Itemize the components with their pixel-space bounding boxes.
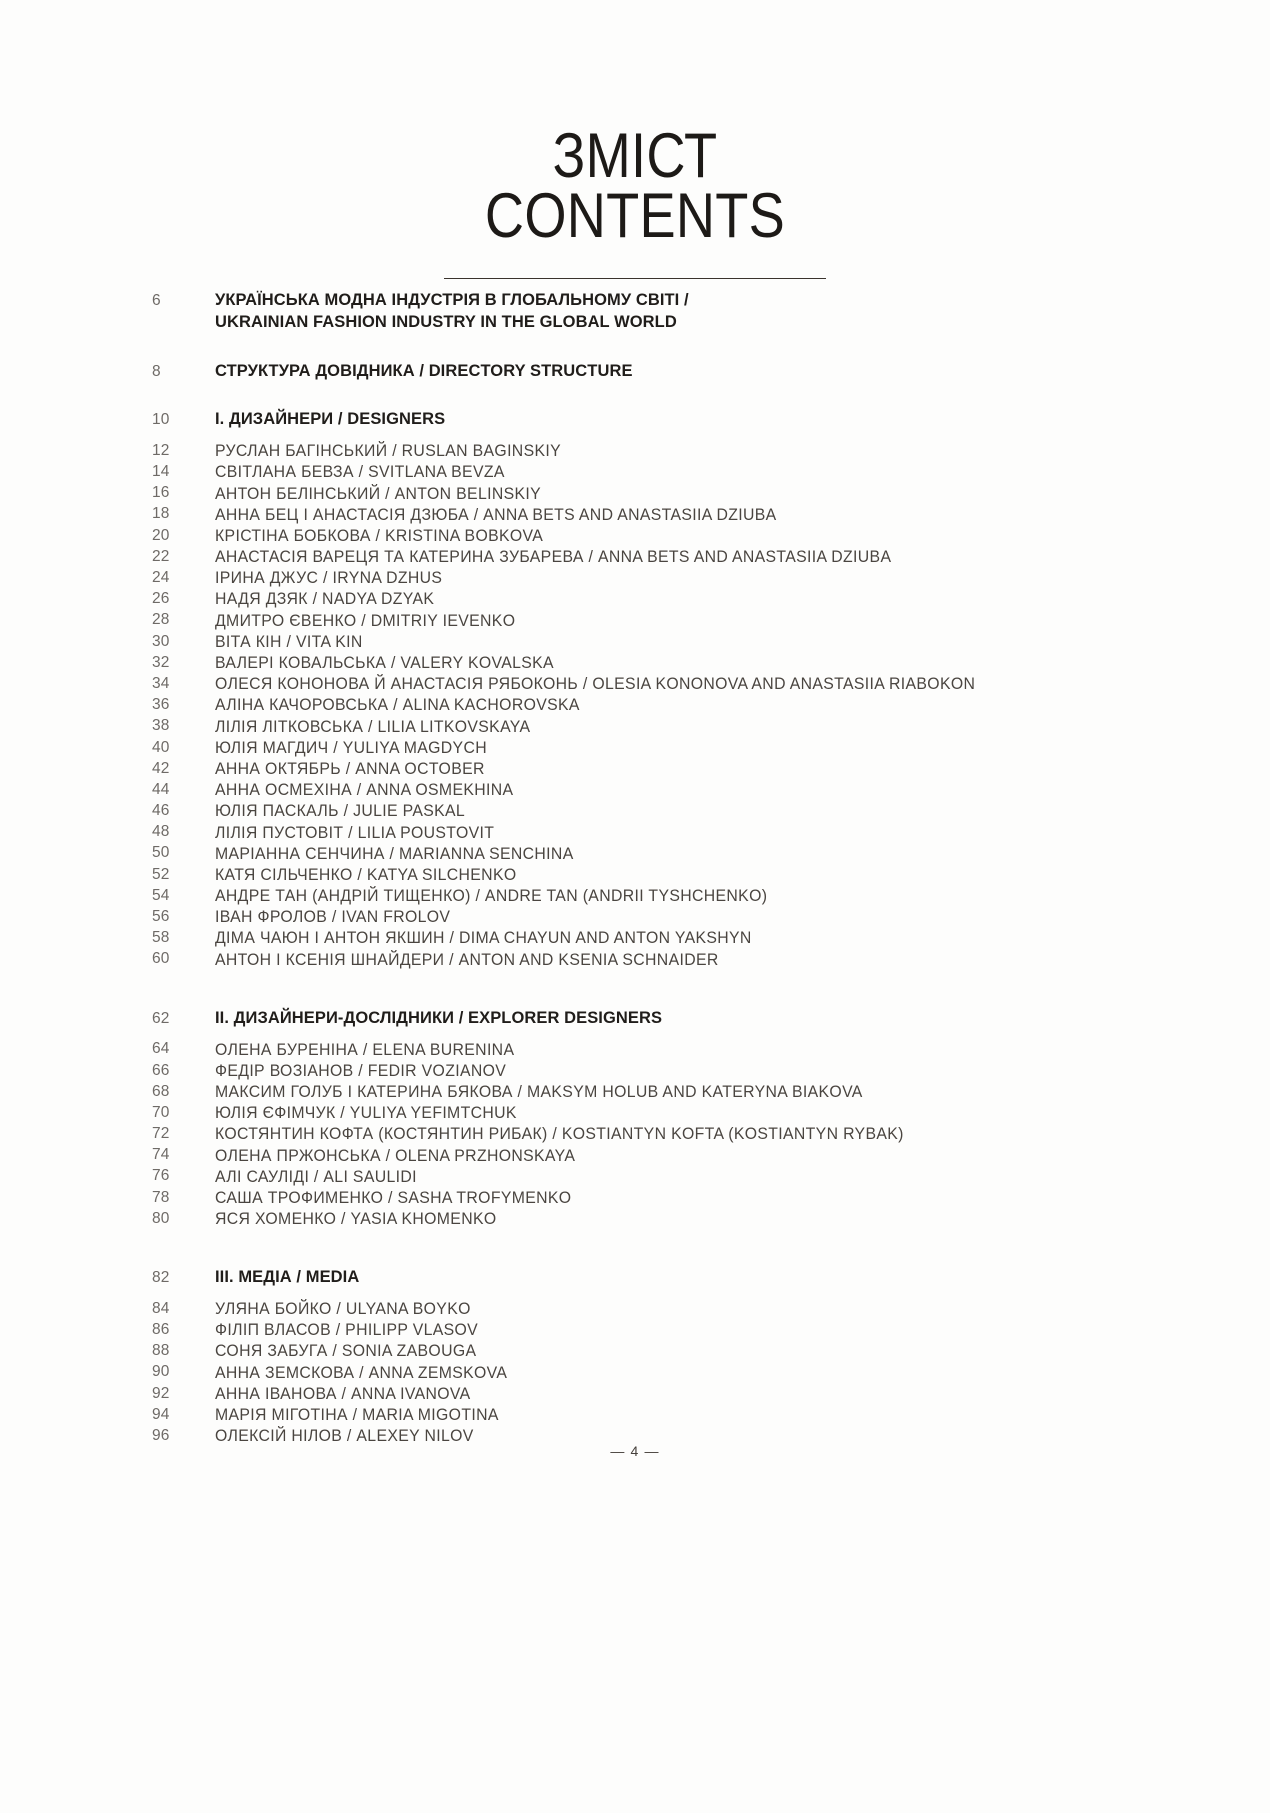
toc-page-number: 88 — [152, 1342, 170, 1360]
toc-entry-label[interactable]: АЛІ САУЛІДІ / ALI SAULIDI — [215, 1166, 417, 1186]
section-spacer — [152, 1229, 1152, 1267]
toc-page-number: 86 — [152, 1321, 170, 1338]
heading-entries-spacer — [152, 1289, 1152, 1298]
toc-entry-label[interactable]: МАКСИМ ГОЛУБ І КАТЕРИНА БЯКОВА / MAKSYM HOLUB AND KATERYNA BIAKOVA — [215, 1081, 863, 1101]
toc-heading-label[interactable] — [215, 1267, 1152, 1289]
toc-entry-row[interactable] — [152, 1102, 1152, 1123]
toc-page-number: 74 — [152, 1146, 170, 1164]
toc-entry-label[interactable]: ЯСЯ ХОМЕНКО / YASIA KHOMENKO — [215, 1209, 497, 1229]
toc-entry-label[interactable]: ІРИНА ДЖУС / IRYNA DZHUS — [215, 568, 443, 588]
toc-page-number: 30 — [152, 632, 170, 650]
toc-page-number: 18 — [152, 505, 170, 523]
section-spacer — [152, 970, 1152, 1008]
toc-entry-label[interactable]: УЛЯНА БОЙКО / ULYANA BOYKO — [215, 1299, 471, 1319]
toc-page-number: 12 — [152, 441, 170, 459]
toc-entry-label[interactable]: ЮЛІЯ ЄФІМЧУК / YULIYA YEFIMTCHUK — [215, 1103, 517, 1123]
toc-entry-row[interactable] — [152, 504, 1152, 525]
toc-entry-row[interactable] — [152, 525, 1152, 546]
toc-entry-row[interactable] — [152, 800, 1152, 821]
toc-entry-label[interactable]: ОЛЕНА БУРЕНІНА / ELENA BURENINA — [215, 1039, 515, 1059]
toc-heading-label[interactable] — [215, 361, 1152, 383]
toc-entry-row[interactable] — [152, 1187, 1152, 1208]
toc-page-number: 70 — [152, 1103, 170, 1121]
toc-entry-row[interactable] — [152, 737, 1152, 758]
toc-heading-label[interactable] — [215, 290, 1152, 334]
toc-entry-row[interactable] — [152, 779, 1152, 800]
toc-heading-row[interactable] — [152, 361, 1152, 383]
toc-page-number: 28 — [152, 611, 170, 629]
toc-page-number: 76 — [152, 1167, 170, 1185]
toc-entry-label[interactable]: ЛІЛІЯ ПУСТОВІТ / LILIA POUSTOVIT — [215, 822, 495, 842]
toc-heading-label[interactable] — [215, 1008, 1152, 1030]
toc-entry-label[interactable]: ЮЛІЯ ПАСКАЛЬ / JULIE PASKAL — [215, 801, 466, 821]
toc-heading-line-1: УКРАЇНСЬКА МОДНА ІНДУСТРІЯ В ГЛОБАЛЬНОМУ СВІТІ / — [215, 291, 689, 309]
toc-page-number: 40 — [152, 738, 170, 756]
toc-entry-label[interactable]: АННА ЗЕМСКОВА / ANNA ZEMSKOVA — [215, 1362, 508, 1382]
toc-entry-label[interactable]: АННА БЕЦ І АНАСТАСІЯ ДЗЮБА / ANNA BETS AND ANASTASIIA DZIUBA — [215, 504, 777, 524]
toc-entry-row[interactable] — [152, 694, 1152, 715]
toc-section-media — [152, 1267, 1152, 1446]
toc-page-number: 80 — [152, 1209, 170, 1227]
toc-entry-row[interactable] — [152, 652, 1152, 673]
toc-entry-row[interactable] — [152, 1123, 1152, 1144]
toc-entry-label[interactable]: АНАСТАСІЯ ВАРЕЦЯ ТА КАТЕРИНА ЗУБАРЕВА / ANNA BETS AND ANASTASIIA DZIUBA — [215, 547, 892, 567]
section-spacer — [152, 334, 1152, 361]
toc-entry-row[interactable] — [152, 1208, 1152, 1229]
toc-heading-row[interactable] — [152, 409, 1152, 431]
toc-entry-label[interactable]: ЮЛІЯ МАГДИЧ / YULIYA MAGDYCH — [215, 737, 487, 757]
toc-entry-row[interactable] — [152, 906, 1152, 927]
toc-entry-label[interactable]: КОСТЯНТИН КОФТА (КОСТЯНТИН РИБАК) / KOSTIANTYN KOFTA (KOSTIANTYN RYBAK) — [215, 1124, 904, 1144]
toc-entry-row[interactable] — [152, 927, 1152, 948]
toc-heading-row[interactable] — [152, 1008, 1152, 1030]
toc-page-number: 84 — [152, 1299, 170, 1317]
toc-heading-label[interactable] — [215, 409, 1152, 431]
toc-entry-row[interactable] — [152, 949, 1152, 970]
toc-entry-row[interactable] — [152, 631, 1152, 652]
toc-entry-row[interactable] — [152, 821, 1152, 842]
heading-entries-spacer — [152, 1030, 1152, 1039]
toc-entry-label[interactable]: ОЛЕСЯ КОНОНОВА Й АНАСТАСІЯ РЯБОКОНЬ / OLESIA KONONOVA AND ANASTASIIA RIABOKON — [215, 674, 976, 694]
toc-entry-row[interactable] — [152, 864, 1152, 885]
toc-entry-label[interactable]: АЛІНА КАЧОРОВСЬКА / ALINA KACHOROVSKA — [215, 695, 580, 715]
toc-heading-line-1: III. МЕДІА / MEDIA — [215, 1268, 360, 1287]
toc-page-number: 62 — [152, 1009, 170, 1027]
toc-heading-line-1: СТРУКТУРА ДОВІДНИКА / DIRECTORY STRUCTURE — [215, 361, 633, 380]
toc-entry-row[interactable] — [152, 610, 1152, 631]
toc-page-number: 94 — [152, 1405, 170, 1423]
toc-entry-row[interactable] — [152, 716, 1152, 737]
toc-entry-label[interactable]: АННА ОСМЕХІНА / ANNA OSMEKHINA — [215, 780, 514, 800]
toc-page-number: 8 — [152, 362, 161, 380]
toc-entry-row[interactable] — [152, 1060, 1152, 1081]
toc-page-number: 54 — [152, 886, 170, 904]
toc-entry-label[interactable]: ФІЛІП ВЛАСОВ / PHILIPP VLASOV — [215, 1320, 479, 1340]
page-footer: — 4 — — [610, 1443, 660, 1459]
page-title — [0, 121, 1270, 279]
toc-page-number: 52 — [152, 865, 170, 883]
toc-entry-label[interactable]: ДМИТРО ЄВЕНКО / DMITRIY IEVENKO — [215, 610, 516, 630]
toc-heading-row[interactable] — [152, 1267, 1152, 1289]
toc-page-number: 50 — [152, 844, 170, 862]
toc-page-number: 10 — [152, 411, 170, 429]
toc-page-number: 38 — [152, 717, 170, 735]
toc-page-number: 66 — [152, 1061, 170, 1079]
toc-entry-label[interactable]: ВАЛЕРІ КОВАЛЬСЬКА / VALERY KOVALSKA — [215, 653, 554, 673]
toc-heading-line-1: II. ДИЗАЙНЕРИ-ДОСЛІДНИКИ / EXPLORER DESIGNERS — [215, 1008, 663, 1027]
toc-entry-label[interactable]: МАРІЯ МІГОТІНА / MARIA MIGOTINA — [215, 1405, 499, 1424]
toc-entry-label[interactable]: СВІТЛАНА БЕВЗА / SVITLANA BEVZA — [215, 462, 505, 482]
toc-page-number: 82 — [152, 1269, 170, 1287]
toc-page-number: 92 — [152, 1384, 170, 1402]
toc-entry-row[interactable] — [152, 1362, 1152, 1383]
toc-entry-row[interactable] — [152, 885, 1152, 906]
table-of-contents — [152, 290, 1152, 1446]
toc-page-number: 36 — [152, 696, 170, 714]
toc-entry-row[interactable] — [152, 1166, 1152, 1187]
toc-entry-label[interactable]: ІВАН ФРОЛОВ / IVAN FROLOV — [215, 907, 451, 927]
toc-entry-label[interactable]: СОНЯ ЗАБУГА / SONIA ZABOUGA — [215, 1341, 477, 1361]
toc-entry-row[interactable] — [152, 461, 1152, 482]
toc-entry-row[interactable] — [152, 843, 1152, 864]
toc-entry-label[interactable]: ОЛЕКСІЙ НІЛОВ / ALEXEY NILOV — [215, 1426, 474, 1446]
toc-entry-label[interactable]: ДІМА ЧАЮН І АНТОН ЯКШИН / DIMA CHAYUN AND ANTON YAKSHYN — [215, 928, 752, 948]
toc-page-number: 14 — [152, 463, 170, 481]
toc-page-number: 20 — [152, 526, 170, 544]
toc-section-structure — [152, 361, 1152, 383]
toc-entry-label[interactable]: РУСЛАН БАГІНСЬКИЙ / RUSLAN BAGINSKIY — [215, 441, 562, 461]
toc-page-number: 46 — [152, 802, 170, 820]
toc-page-number: 32 — [152, 653, 170, 671]
toc-page-number: 96 — [152, 1426, 170, 1444]
toc-page-number: 72 — [152, 1125, 170, 1143]
heading-entries-spacer — [152, 431, 1152, 440]
toc-entry-label[interactable]: АНДРЕ ТАН (АНДРІЙ ТИЩЕНКО) / ANDRE TAN (ANDRII TYSHCHENKO) — [215, 886, 768, 906]
toc-page-number: 26 — [152, 590, 170, 608]
toc-entry-label[interactable]: ОЛЕНА ПРЖОНСЬКА / OLENA PRZHONSKAYA — [215, 1145, 576, 1165]
toc-heading-line-1: I. ДИЗАЙНЕРИ / DESIGNERS — [215, 410, 446, 429]
toc-entry-label[interactable]: САША ТРОФИМЕНКО / SASHA TROFYMENKO — [215, 1187, 572, 1207]
toc-page-number: 24 — [152, 569, 170, 587]
toc-entry-label[interactable]: КРІСТІНА БОБКОВА / KRISTINA BOBKOVA — [215, 525, 544, 545]
toc-page-number: 6 — [152, 292, 161, 309]
toc-page-number: 68 — [152, 1082, 170, 1100]
toc-heading-row[interactable] — [152, 290, 1152, 334]
toc-entry-row[interactable] — [152, 1404, 1152, 1425]
toc-page-number: 78 — [152, 1188, 170, 1206]
toc-page-number: 90 — [152, 1363, 170, 1381]
toc-section-explorer-designers — [152, 1008, 1152, 1229]
toc-entry-row[interactable] — [152, 1298, 1152, 1319]
toc-entry-row[interactable] — [152, 546, 1152, 567]
toc-entry-label[interactable]: АНТОН І КСЕНІЯ ШНАЙДЕРИ / ANTON AND KSENIA SCHNAIDER — [215, 949, 719, 969]
toc-entry-row[interactable] — [152, 567, 1152, 588]
toc-entry-label[interactable]: АННА ОКТЯБРЬ / ANNA OCTOBER — [215, 758, 485, 778]
toc-entry-row[interactable] — [152, 588, 1152, 609]
toc-page-number: 22 — [152, 547, 170, 565]
title-ukrainian: ЗМІСТ — [552, 121, 718, 191]
toc-entry-row[interactable] — [152, 482, 1152, 503]
toc-entry-label[interactable]: ЛІЛІЯ ЛІТКОВСЬКА / LILIA LITKOVSKAYA — [215, 716, 531, 736]
toc-entry-row[interactable] — [152, 758, 1152, 779]
toc-entry-row[interactable] — [152, 1383, 1152, 1404]
toc-entry-label[interactable]: НАДЯ ДЗЯК / NADYA DZYAK — [215, 589, 435, 609]
toc-section-intro — [152, 290, 1152, 334]
toc-entry-row[interactable] — [152, 1039, 1152, 1060]
toc-entry-row[interactable] — [152, 1319, 1152, 1340]
toc-page-number: 58 — [152, 929, 170, 947]
toc-page-number: 48 — [152, 823, 170, 841]
title-divider — [444, 278, 826, 279]
toc-entry-row[interactable] — [152, 1340, 1152, 1361]
toc-page-number: 64 — [152, 1040, 170, 1058]
title-english: CONTENTS — [484, 180, 786, 251]
toc-entry-row[interactable] — [152, 440, 1152, 461]
toc-entry-label[interactable]: МАРІАННА СЕНЧИНА / MARIANNA SENCHINA — [215, 843, 574, 863]
toc-entry-label[interactable]: КАТЯ СІЛЬЧЕНКО / KATYA SILCHENKO — [215, 864, 517, 884]
toc-page-number: 16 — [152, 484, 170, 502]
toc-page-number: 44 — [152, 780, 170, 798]
toc-page-number: 42 — [152, 759, 170, 777]
toc-entry-label[interactable]: ВІТА КІН / VITA KIN — [215, 631, 363, 651]
toc-entry-row[interactable] — [152, 673, 1152, 694]
section-spacer — [152, 382, 1152, 409]
toc-heading-line-2: UKRAINIAN FASHION INDUSTRY IN THE GLOBAL WORLD — [215, 312, 677, 331]
toc-entry-row[interactable] — [152, 1081, 1152, 1102]
toc-entry-row[interactable] — [152, 1144, 1152, 1165]
toc-page-number: 56 — [152, 908, 170, 926]
toc-entry-label[interactable]: АНТОН БЕЛІНСЬКИЙ / ANTON BELINSKIY — [215, 483, 542, 503]
toc-entry-label[interactable]: АННА ІВАНОВА / ANNA IVANOVA — [215, 1383, 471, 1403]
toc-page-number: 34 — [152, 674, 170, 692]
toc-entry-label[interactable]: ФЕДІР ВОЗІАНОВ / FEDIR VOZIANOV — [215, 1060, 507, 1080]
toc-page-number: 60 — [152, 950, 170, 968]
toc-section-designers — [152, 409, 1152, 969]
